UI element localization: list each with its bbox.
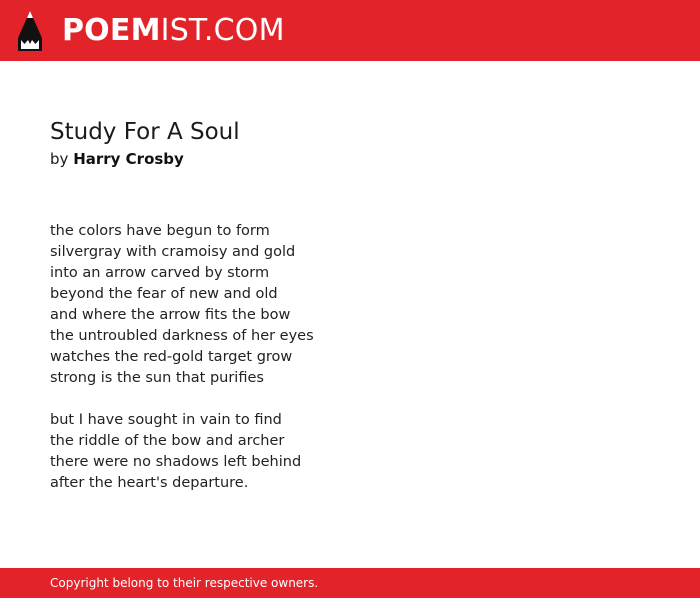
- poem-body: [50, 221, 650, 494]
- poem-line: watches the red-gold target grow: [50, 349, 293, 365]
- poem-line: but I have sought in vain to find: [50, 412, 282, 428]
- copyright-text: Copyright belong to their respective owners.: [50, 576, 319, 590]
- stanza: [50, 410, 650, 494]
- stanza: [50, 221, 650, 389]
- poem-line: silvergray with cramoisy and gold: [50, 244, 296, 260]
- poem-line: there were no shadows left behind: [50, 454, 302, 470]
- site-footer: [0, 568, 700, 598]
- poem-line: beyond the fear of new and old: [50, 286, 278, 302]
- poem-line: the untroubled darkness of her eyes: [50, 328, 314, 344]
- logo-bold-text: POEM: [62, 12, 161, 48]
- site-logo-text: [62, 12, 285, 48]
- author-link[interactable]: Harry Crosby: [73, 150, 184, 168]
- poem-line: and where the arrow fits the bow: [50, 307, 291, 323]
- site-logo-link[interactable]: [0, 10, 285, 52]
- site-header: [0, 0, 700, 61]
- byline: [50, 148, 650, 170]
- poem-line: strong is the sun that purifies: [50, 370, 264, 386]
- poem-line: the colors have begun to form: [50, 223, 270, 239]
- poem-line: the riddle of the bow and archer: [50, 433, 285, 449]
- poem-line: after the heart's departure.: [50, 475, 249, 491]
- by-label: by: [50, 150, 69, 168]
- logo-light-text: IST.COM: [160, 12, 285, 48]
- poem-title: Study For A Soul: [50, 119, 240, 145]
- pencil-tip-icon: [17, 10, 43, 52]
- poem-content: [50, 117, 650, 515]
- poem-line: into an arrow carved by storm: [50, 265, 270, 281]
